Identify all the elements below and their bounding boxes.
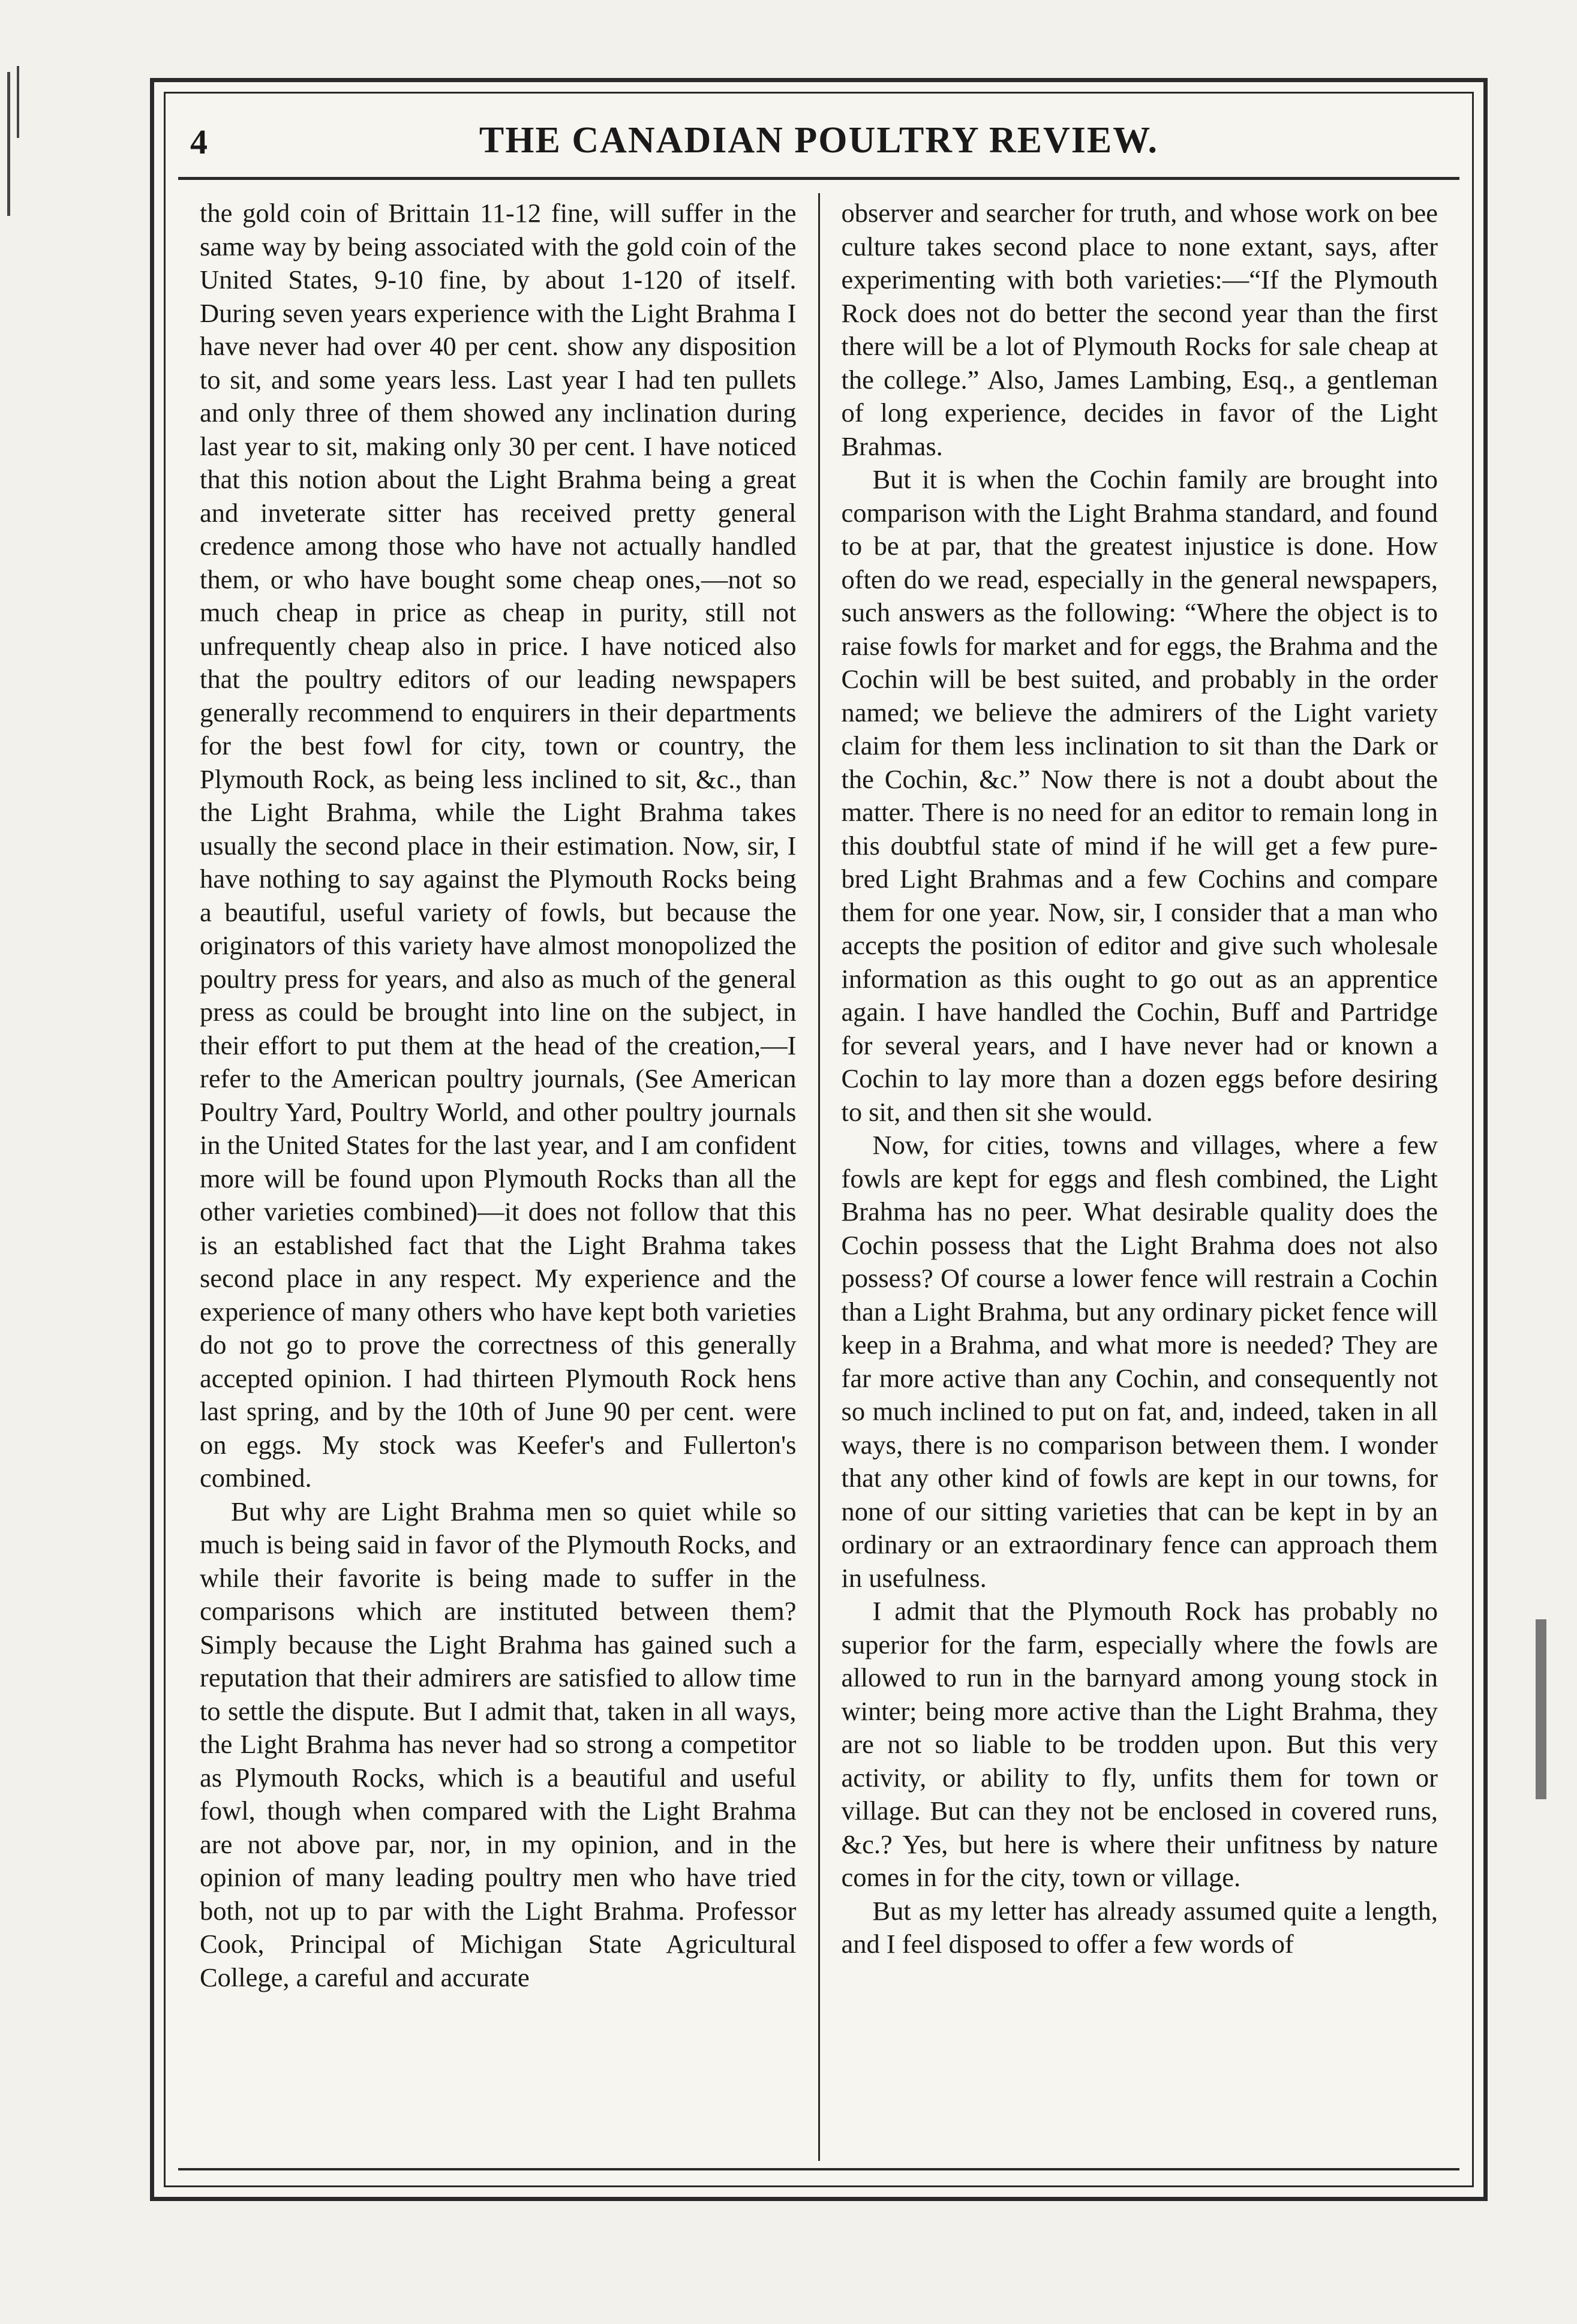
paragraph: the gold coin of Brittain 11-12 fine, will suffer in the same way by being associated with the gold coin of the United States, 9-10 fine, by about 1-120 of itself. During seven years experience with the Light Brahma I have never had over 40 per cent. show any disposition to sit, and some years less. Last year I had ten pullets and only three of them showed any inclination during last year to sit, making only 30 per cent. I have noticed that this notion about the Light Brahma being a great and inveterate sitter has received pretty general credence among those who have not actually handled them, or who have bought some cheap ones,—not so much cheap in price as cheap in purity, still not unfrequently cheap also in price. I have noticed also that the poultry editors of our leading newspapers generally recommend to enquirers in their departments for the best fowl for city, town or country, the Plymouth Rock, as being less inclined to sit, &c., than the Light Brahma, while the Light Brahma takes usually the second place in their estimation. Now, sir, I have nothing to say against the Plymouth Rocks being a beautiful, useful variety of fowls, but because the originators of this variety have almost monopolized the poultry press for years, and also as much of the general press as could be brought into line on the subject, in their effort to put them at the head of the creation,—I refer to the American poultry journals, (See American Poultry Yard, Poultry World, and other poultry journals in the United States for the last year, and I am confident more will be found upon Plymouth Rocks than all the other varieties combined)—it does not follow that this is an established fact that the Light Brahma takes second place in any respect. My experience and the experience of many others who have kept both varieties do not go to prove the correctness of this generally accepted opinion. I had thirteen Plymouth Rock hens last spring, and by the 10th of June 90 per cent. were on eggs. My stock was Keefer's and Fullerton's combined.: [200, 198, 797, 1493]
article-columns: [178, 193, 1459, 2161]
left-column: [178, 193, 818, 2161]
paragraph: Now, for cities, towns and villages, where a few fowls are kept for eggs and flesh combined, the Light Brahma has no peer. What desirable quality does the Cochin possess that the Light Brahma does not also possess? Of course a lower fence will restrain a Cochin than a Light Brahma, but any ordinary picket fence will keep in a Brahma, and what more is needed? They are far more active than any Cochin, and consequently not so much inclined to put on fat, and, indeed, taken in all ways, there is no comparison between them. I wonder that any other kind of fowls are kept in our towns, for none of our sitting varieties that can be kept in by an ordinary or an extraordinary fence can approach them in usefulness.: [841, 1130, 1438, 1593]
running-head-title: THE CANADIAN POULTRY REVIEW.: [479, 120, 1159, 161]
scan-edge-mark: [7, 72, 10, 216]
paragraph: But as my letter has already assumed quite a length, and I feel disposed to offer a few words of: [841, 1895, 1438, 1959]
scan-edge-mark: [1536, 1619, 1546, 1799]
paragraph: But it is when the Cochin family are brought into comparison with the Light Brahma standard, and found to be at par, that the greatest injustice is done. How often do we read, especially in the general newspapers, such answers as the following: “Where the object is to raise fowls for market and for eggs, the Brahma and the Cochin will be best suited, and probably in the order named; we believe the admirers of the Light variety claim for them less inclination to sit than the Dark or the Cochin, &c.” Now there is not a doubt about the matter. There is no need for an editor to remain long in this doubtful state of mind if he will get a few pure-bred Light Brahmas and a few Cochins and compare them for one year. Now, sir, I consider that a man who accepts the position of editor and give such wholesale information as this ought to go out as an apprentice again. I have handled the Cochin, Buff and Partridge for several years, and I have never had or known a Cochin to lay more than a dozen eggs before desiring to sit, and then sit she would.: [841, 464, 1438, 1127]
page-number: 4: [190, 122, 208, 161]
scan-edge-mark: [17, 66, 19, 138]
newspaper-page: [150, 78, 1488, 2201]
footer-rule: [178, 2168, 1459, 2170]
paragraph: But why are Light Brahma men so quiet while so much is being said in favor of the Plymouth Rocks, and while their favorite is being made to suffer in the comparisons which are instituted between them? Simply because the Light Brahma has gained such a reputation that their admirers are satisfied to allow time to settle the dispute. But I admit that, taken in all ways, the Light Brahma has never had so strong a competitor as Plymouth Rocks, which is a beautiful and useful fowl, though when compared with the Light Brahma are not above par, nor, in my opinion, and in the opinion of many leading poultry men who have tried both, not up to par with the Light Brahma. Professor Cook, Principal of Michigan State Agricultural College, a careful and accurate: [200, 1496, 797, 1992]
paragraph: I admit that the Plymouth Rock has probably no superior for the farm, especially where the fowls are allowed to run in the barnyard among young stock in winter; being more active than the Light Brahma, they are not so liable to be trodden upon. But this very activity, or ability to fly, unfits them for town or village. But can they not be enclosed in covered runs, &c.? Yes, but here is where their unfitness by nature comes in for the city, town or village.: [841, 1596, 1438, 1892]
page-header: [178, 106, 1459, 172]
paragraph: observer and searcher for truth, and whose work on bee culture takes second place to none extant, says, after experimenting with both varieties:—“If the Plymouth Rock does not do better the second year than the first there will be a lot of Plymouth Rocks for sale cheap at the college.” Also, James Lambing, Esq., a gentleman of long experience, decides in favor of the Light Brahmas.: [841, 198, 1438, 461]
header-rule: [178, 177, 1459, 180]
right-column: [820, 193, 1460, 2161]
